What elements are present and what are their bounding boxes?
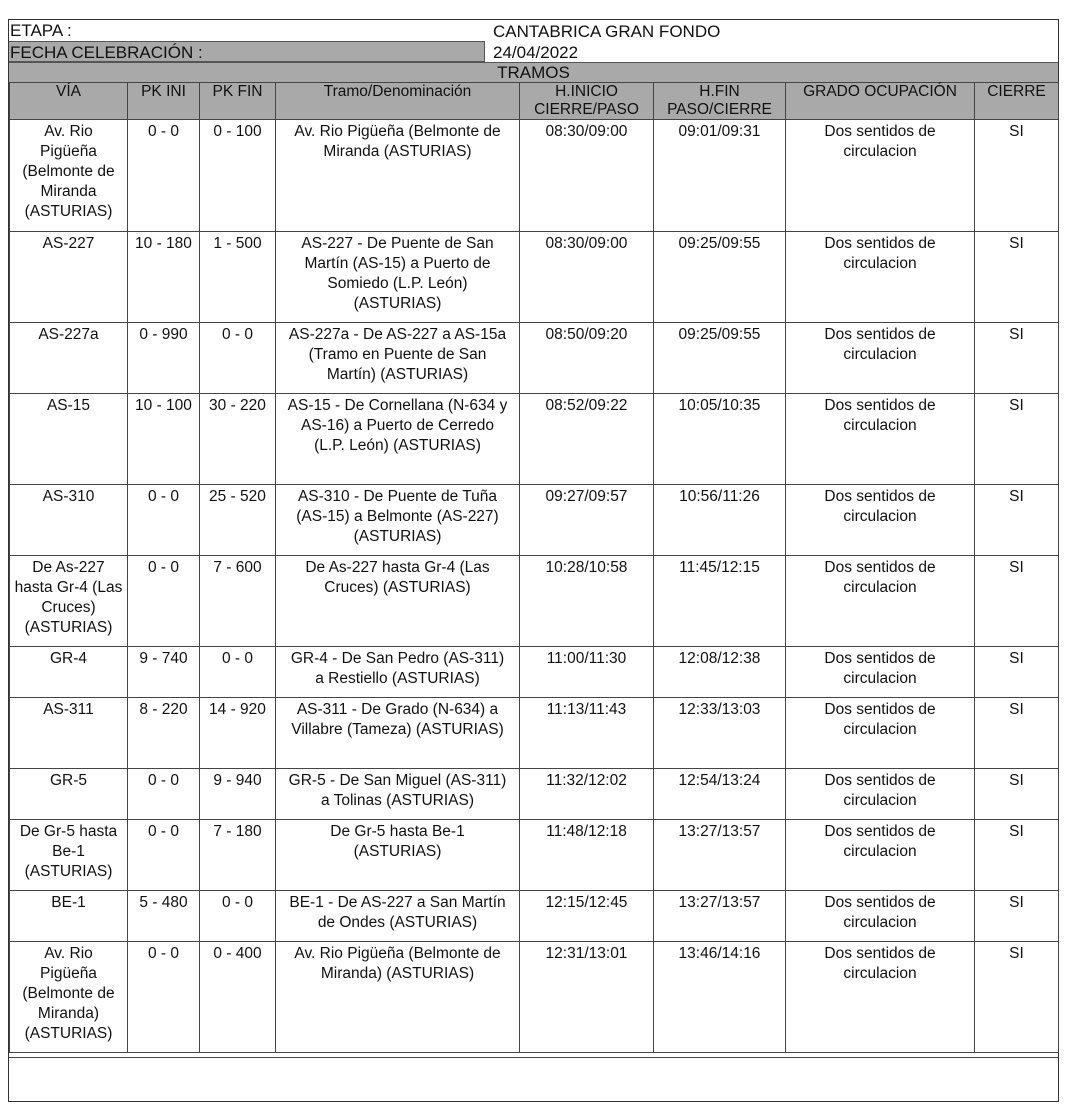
table-cell: GR-4 bbox=[10, 647, 128, 698]
table-cell: AS-310 bbox=[10, 485, 128, 556]
table-cell: SI bbox=[975, 820, 1059, 891]
table-cell: Av. Rio Pigüeña (Belmonte de Miranda (ASTURIAS) bbox=[276, 120, 520, 232]
table-cell: 08:30/09:00 bbox=[520, 232, 654, 323]
table-cell: 10:05/10:35 bbox=[654, 394, 786, 485]
table-cell: 12:15/12:45 bbox=[520, 891, 654, 942]
column-header: H.FIN PASO/CIERRE bbox=[654, 83, 786, 120]
table-cell: AS-227 bbox=[10, 232, 128, 323]
table-cell: BE-1 bbox=[10, 891, 128, 942]
table-row bbox=[10, 891, 1059, 942]
table-row bbox=[10, 647, 1059, 698]
section-title: TRAMOS bbox=[9, 62, 1058, 82]
table-header-row bbox=[10, 83, 1059, 120]
table-cell: 11:48/12:18 bbox=[520, 820, 654, 891]
table-cell: AS-227a - De AS-227 a AS-15a (Tramo en Puente de San Martín) (ASTURIAS) bbox=[276, 323, 520, 394]
table-cell: GR-5 bbox=[10, 769, 128, 820]
table-cell: 0 - 400 bbox=[200, 942, 276, 1053]
table-cell: Dos sentidos de circulacion bbox=[786, 769, 975, 820]
table-cell: 11:13/11:43 bbox=[520, 698, 654, 769]
table-cell: Dos sentidos de circulacion bbox=[786, 120, 975, 232]
table-cell: 09:25/09:55 bbox=[654, 323, 786, 394]
table-cell: 09:25/09:55 bbox=[654, 232, 786, 323]
table-row bbox=[10, 394, 1059, 485]
table-cell: 0 - 100 bbox=[200, 120, 276, 232]
table-cell: 14 - 920 bbox=[200, 698, 276, 769]
table-row bbox=[10, 232, 1059, 323]
table-cell: 13:27/13:57 bbox=[654, 891, 786, 942]
table-cell: 0 - 0 bbox=[128, 485, 200, 556]
table-cell: 0 - 0 bbox=[128, 556, 200, 647]
table-row bbox=[10, 485, 1059, 556]
column-header: VÍA bbox=[10, 83, 128, 120]
table-cell: 30 - 220 bbox=[200, 394, 276, 485]
table-cell: Dos sentidos de circulacion bbox=[786, 232, 975, 323]
table-cell: AS-311 - De Grado (N-634) a Villabre (Tameza) (ASTURIAS) bbox=[276, 698, 520, 769]
table-cell: AS-311 bbox=[10, 698, 128, 769]
table-cell: AS-15 bbox=[10, 394, 128, 485]
table-cell: SI bbox=[975, 769, 1059, 820]
table-cell: Dos sentidos de circulacion bbox=[786, 647, 975, 698]
table-cell: Dos sentidos de circulacion bbox=[786, 698, 975, 769]
table-cell: GR-4 - De San Pedro (AS-311) a Restiello (ASTURIAS) bbox=[276, 647, 520, 698]
table-cell: 0 - 0 bbox=[128, 769, 200, 820]
table-cell: 09:01/09:31 bbox=[654, 120, 786, 232]
table-cell: 0 - 0 bbox=[200, 323, 276, 394]
table-cell: 0 - 0 bbox=[200, 891, 276, 942]
table-cell: 10 - 180 bbox=[128, 232, 200, 323]
table-cell: SI bbox=[975, 394, 1059, 485]
table-row bbox=[10, 820, 1059, 891]
table-row bbox=[10, 698, 1059, 769]
table-cell: Dos sentidos de circulacion bbox=[786, 942, 975, 1053]
column-header: H.INICIO CIERRE/PASO bbox=[520, 83, 654, 120]
table-cell: AS-227 - De Puente de San Martín (AS-15) a Puerto de Somiedo (L.P. León) (ASTURIAS) bbox=[276, 232, 520, 323]
table-cell: SI bbox=[975, 323, 1059, 394]
table-cell: 0 - 0 bbox=[128, 120, 200, 232]
table-cell: Av. Rio Pigüeña (Belmonte de Miranda (ASTURIAS) bbox=[10, 120, 128, 232]
column-header: GRADO OCUPACIÓN bbox=[786, 83, 975, 120]
table-cell: 12:08/12:38 bbox=[654, 647, 786, 698]
fecha-value: 24/04/2022 bbox=[493, 43, 579, 62]
table-cell: GR-5 - De San Miguel (AS-311) a Tolinas (ASTURIAS) bbox=[276, 769, 520, 820]
table-cell: SI bbox=[975, 647, 1059, 698]
table-cell: SI bbox=[975, 120, 1059, 232]
table-cell: 11:00/11:30 bbox=[520, 647, 654, 698]
table-cell: De As-227 hasta Gr-4 (Las Cruces) (ASTURIAS) bbox=[276, 556, 520, 647]
table-cell: 0 - 0 bbox=[128, 820, 200, 891]
table-row bbox=[10, 323, 1059, 394]
column-header: PK FIN bbox=[200, 83, 276, 120]
event-name: CANTABRICA GRAN FONDO bbox=[493, 22, 721, 41]
column-header: PK INI bbox=[128, 83, 200, 120]
column-header: Tramo/Denominación bbox=[276, 83, 520, 120]
table-cell: 9 - 940 bbox=[200, 769, 276, 820]
table-cell: 09:27/09:57 bbox=[520, 485, 654, 556]
table-cell: SI bbox=[975, 891, 1059, 942]
table-cell: AS-15 - De Cornellana (N-634 y AS-16) a Puerto de Cerredo (L.P. León) (ASTURIAS) bbox=[276, 394, 520, 485]
table-cell: Dos sentidos de circulacion bbox=[786, 556, 975, 647]
table-cell: 25 - 520 bbox=[200, 485, 276, 556]
table-cell: De Gr-5 hasta Be-1 (ASTURIAS) bbox=[276, 820, 520, 891]
table-cell: Dos sentidos de circulacion bbox=[786, 394, 975, 485]
table-cell: 12:54/13:24 bbox=[654, 769, 786, 820]
table-cell: Dos sentidos de circulacion bbox=[786, 891, 975, 942]
table-cell: SI bbox=[975, 232, 1059, 323]
table-cell: SI bbox=[975, 942, 1059, 1053]
table-cell: 7 - 180 bbox=[200, 820, 276, 891]
table-cell: 5 - 480 bbox=[128, 891, 200, 942]
fecha-label: FECHA CELEBRACIÓN : bbox=[9, 41, 485, 62]
table-cell: Dos sentidos de circulacion bbox=[786, 323, 975, 394]
table-cell: 8 - 220 bbox=[128, 698, 200, 769]
table-row bbox=[10, 120, 1059, 232]
table-cell: AS-227a bbox=[10, 323, 128, 394]
tramos-table bbox=[9, 82, 1059, 1053]
table-cell: 08:50/09:20 bbox=[520, 323, 654, 394]
table-cell: De As-227 hasta Gr-4 (Las Cruces) (ASTURIAS) bbox=[10, 556, 128, 647]
table-cell: 1 - 500 bbox=[200, 232, 276, 323]
table-row bbox=[10, 942, 1059, 1053]
table-cell: SI bbox=[975, 698, 1059, 769]
table-cell: 0 - 990 bbox=[128, 323, 200, 394]
document-sheet bbox=[8, 19, 1059, 1102]
table-cell: SI bbox=[975, 556, 1059, 647]
footer-empty-box bbox=[9, 1057, 1058, 1102]
table-cell: 10:56/11:26 bbox=[654, 485, 786, 556]
table-cell: 12:33/13:03 bbox=[654, 698, 786, 769]
table-cell: Av. Rio Pigüeña (Belmonte de Miranda) (ASTURIAS) bbox=[10, 942, 128, 1053]
table-cell: 13:46/14:16 bbox=[654, 942, 786, 1053]
table-cell: 0 - 0 bbox=[200, 647, 276, 698]
table-row bbox=[10, 769, 1059, 820]
table-cell: Dos sentidos de circulacion bbox=[786, 485, 975, 556]
table-cell: SI bbox=[975, 485, 1059, 556]
table-cell: 9 - 740 bbox=[128, 647, 200, 698]
table-cell: Av. Rio Pigüeña (Belmonte de Miranda) (ASTURIAS) bbox=[276, 942, 520, 1053]
table-cell: 11:32/12:02 bbox=[520, 769, 654, 820]
table-row bbox=[10, 556, 1059, 647]
table-cell: 10 - 100 bbox=[128, 394, 200, 485]
table-cell: De Gr-5 hasta Be-1 (ASTURIAS) bbox=[10, 820, 128, 891]
table-cell: 0 - 0 bbox=[128, 942, 200, 1053]
table-body bbox=[10, 120, 1059, 1053]
etapa-label: ETAPA : bbox=[10, 21, 72, 40]
table-cell: BE-1 - De AS-227 a San Martín de Ondes (ASTURIAS) bbox=[276, 891, 520, 942]
table-cell: 10:28/10:58 bbox=[520, 556, 654, 647]
table-cell: 13:27/13:57 bbox=[654, 820, 786, 891]
table-cell: AS-310 - De Puente de Tuña (AS-15) a Belmonte (AS-227) (ASTURIAS) bbox=[276, 485, 520, 556]
table-cell: 11:45/12:15 bbox=[654, 556, 786, 647]
column-header: CIERRE bbox=[975, 83, 1059, 120]
table-cell: 08:52/09:22 bbox=[520, 394, 654, 485]
table-cell: Dos sentidos de circulacion bbox=[786, 820, 975, 891]
table-cell: 08:30/09:00 bbox=[520, 120, 654, 232]
table-cell: 12:31/13:01 bbox=[520, 942, 654, 1053]
table-cell: 7 - 600 bbox=[200, 556, 276, 647]
